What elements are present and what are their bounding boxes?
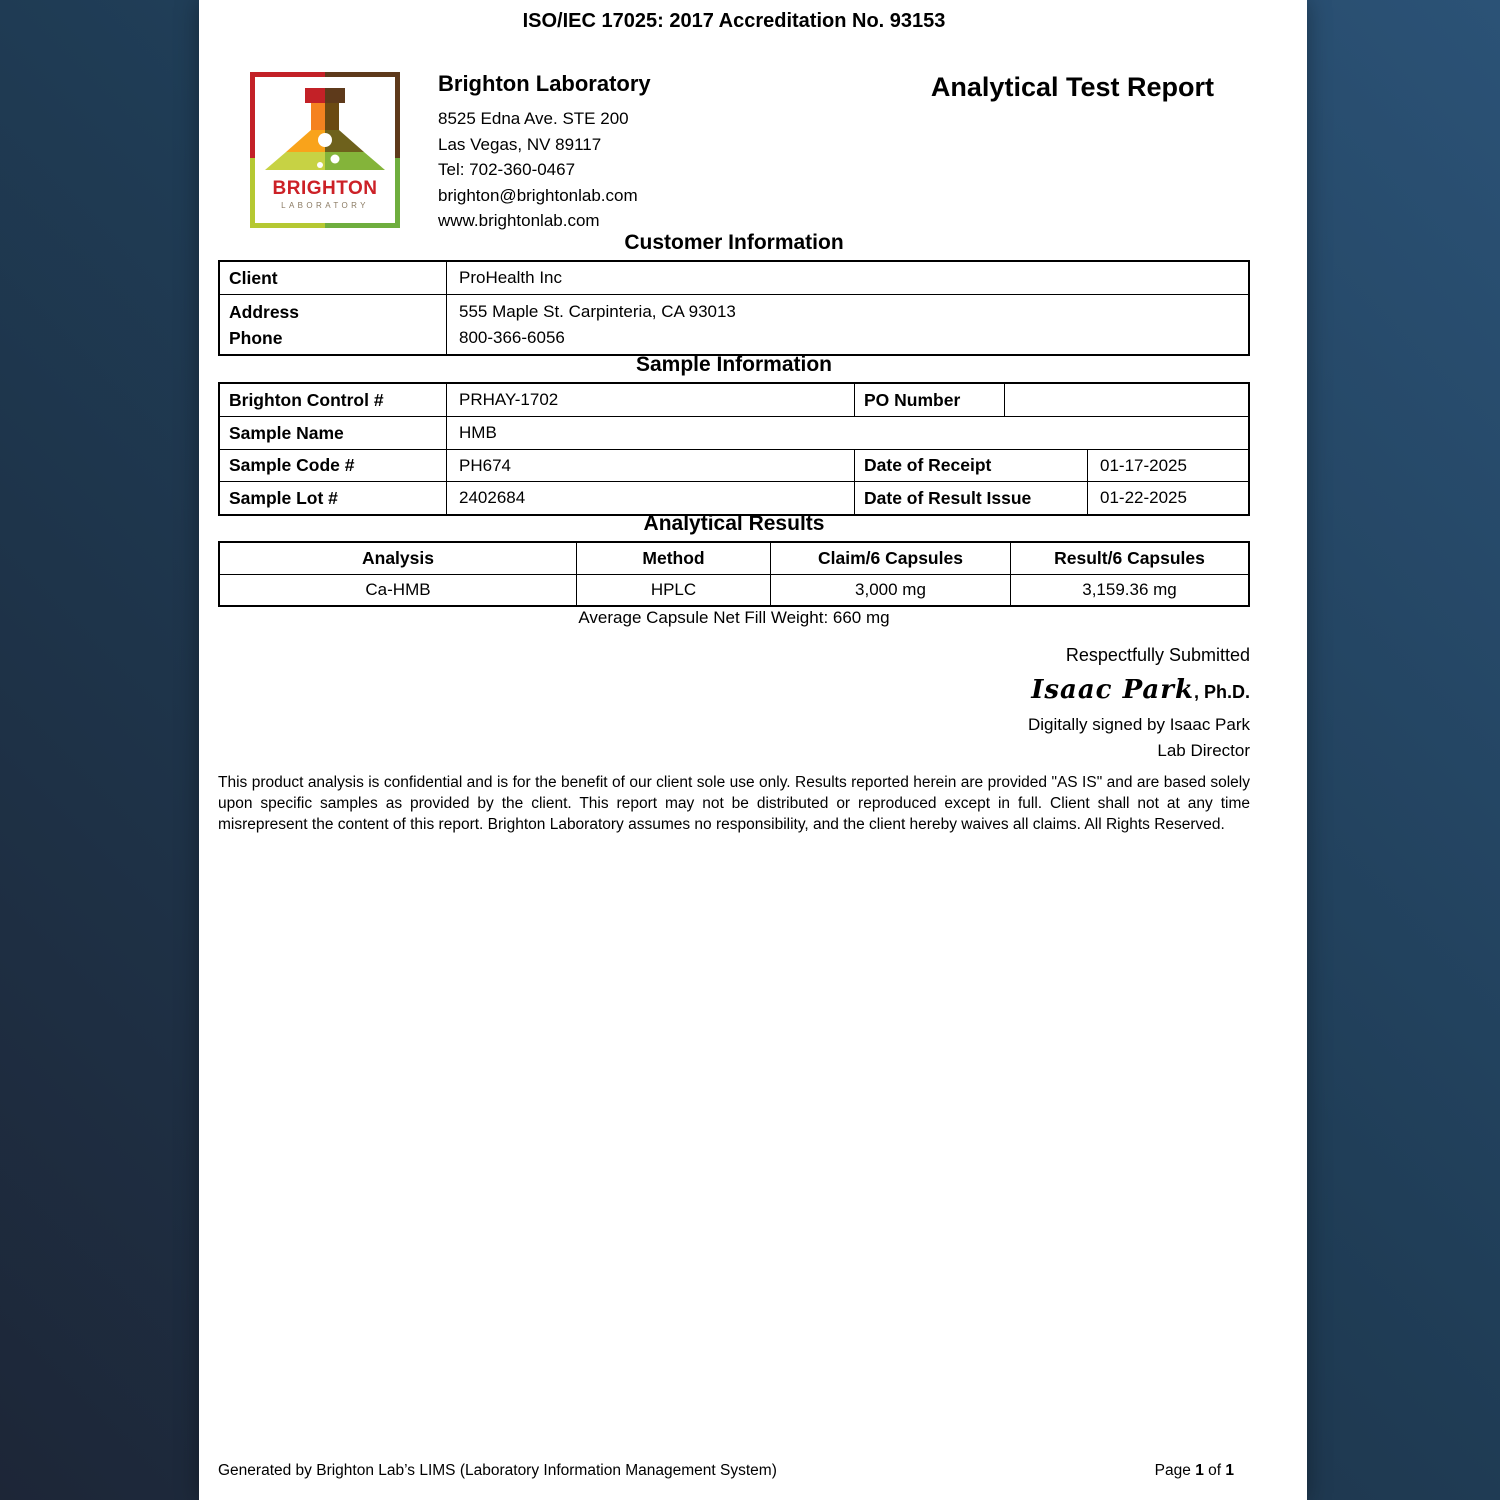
lab-address-line1: 8525 Edna Ave. STE 200 bbox=[438, 109, 629, 128]
sample-info-table bbox=[218, 382, 1250, 516]
page-footer bbox=[218, 1462, 1250, 1480]
address-phone-value-cell bbox=[446, 295, 1248, 354]
signature-block bbox=[218, 645, 1250, 761]
sample-lot-label-cell: Sample Lot # bbox=[229, 487, 338, 508]
results-header-row bbox=[220, 543, 1248, 574]
signature-name-line bbox=[218, 675, 1250, 705]
result-value-cell: 3,159.36 mg bbox=[1010, 575, 1248, 605]
sample-code-value-cell: PH674 bbox=[446, 450, 854, 481]
logo-brand-text: BRIGHTON bbox=[272, 178, 378, 199]
sample-lot-value-cell: 2402684 bbox=[446, 482, 854, 514]
table-row bbox=[220, 481, 1248, 514]
phone-value: 800-366-6056 bbox=[459, 327, 565, 347]
control-number-value-cell: PRHAY-1702 bbox=[446, 384, 854, 416]
column-header-result: Result/6 Capsules bbox=[1010, 543, 1248, 574]
po-number-label-cell: PO Number bbox=[854, 384, 1004, 416]
capsule-weight-note: Average Capsule Net Fill Weight: 660 mg bbox=[578, 608, 890, 627]
logo-border-right-lower bbox=[395, 158, 400, 228]
digitally-signed-note: Digitally signed by Isaac Park bbox=[1027, 715, 1250, 734]
column-header-claim: Claim/6 Capsules bbox=[770, 543, 1010, 574]
customer-info-table bbox=[218, 260, 1250, 356]
page-word: Page bbox=[1154, 1462, 1191, 1479]
sample-name-label-cell: Sample Name bbox=[229, 422, 344, 443]
accreditation-line: ISO/IEC 17025: 2017 Accreditation No. 93153 bbox=[522, 10, 946, 32]
sample-code-label-cell: Sample Code # bbox=[229, 455, 355, 475]
logo-border-bottom-left bbox=[250, 223, 325, 228]
analytical-results-heading: Analytical Results bbox=[643, 512, 825, 535]
generated-by-text: Generated by Brighton Lab’s LIMS (Laboratory Information Management System) bbox=[218, 1462, 777, 1479]
lab-website: www.brightonlab.com bbox=[438, 211, 600, 230]
address-label: Address bbox=[229, 301, 300, 322]
column-header-method: Method bbox=[576, 543, 770, 574]
logo-border-top-left bbox=[250, 72, 325, 77]
logo-border-top-right bbox=[325, 72, 400, 77]
page-number bbox=[1155, 1462, 1250, 1480]
client-label-cell: Client bbox=[229, 267, 278, 288]
date-issue-value-cell: 01-22-2025 bbox=[1087, 482, 1248, 514]
table-row bbox=[220, 262, 1248, 294]
analytical-results-table bbox=[218, 541, 1250, 607]
logo-sub-text: LABORATORY bbox=[281, 201, 369, 210]
logo-border-right-upper bbox=[395, 72, 400, 158]
lab-director-title: Lab Director bbox=[1157, 741, 1250, 760]
date-issue-label-cell: Date of Result Issue bbox=[854, 482, 1087, 514]
address-value: 555 Maple St. Carpinteria, CA 93013 bbox=[459, 301, 736, 321]
phone-label: Phone bbox=[229, 327, 283, 348]
control-number-label-cell: Brighton Control # bbox=[229, 389, 384, 410]
table-row bbox=[220, 416, 1248, 449]
disclaimer-text: This product analysis is confidential and is for the benefit of our client sole use only. Results reported herein are provided "AS IS" and are based solely upon specific samples as provided by the client. This report may not be distributed or reproduced except in full. Client shall not at any time misrepresent the content of this report. Brighton Laboratory assumes no responsibility, and the client hereby waives all claims. All Rights Reserved. bbox=[218, 774, 1250, 833]
analysis-value-cell: Ca-HMB bbox=[365, 580, 431, 599]
page-num: 1 bbox=[1195, 1462, 1204, 1479]
address-phone-label-cell bbox=[220, 295, 446, 354]
lab-email: brighton@brightonlab.com bbox=[438, 185, 638, 205]
po-number-value-cell bbox=[1004, 384, 1248, 416]
results-data-row bbox=[220, 574, 1248, 605]
customer-info-heading: Customer Information bbox=[624, 231, 844, 254]
lab-address-line2: Las Vegas, NV 89117 bbox=[438, 134, 602, 154]
page-total: 1 bbox=[1225, 1462, 1234, 1479]
table-row bbox=[220, 384, 1248, 416]
flask-icon bbox=[265, 88, 385, 170]
date-receipt-label-cell: Date of Receipt bbox=[854, 450, 1087, 481]
date-receipt-value-cell: 01-17-2025 bbox=[1087, 450, 1248, 481]
table-row bbox=[220, 294, 1248, 354]
column-header-analysis: Analysis bbox=[362, 548, 434, 568]
of-word: of bbox=[1208, 1462, 1222, 1479]
respectfully-submitted: Respectfully Submitted bbox=[1065, 645, 1250, 665]
report-page bbox=[199, 0, 1307, 1500]
lab-name: Brighton Laboratory bbox=[438, 71, 651, 96]
signature-suffix: , Ph.D. bbox=[1193, 682, 1250, 702]
brighton-lab-logo bbox=[250, 72, 400, 228]
client-value-cell: ProHealth Inc bbox=[446, 262, 1248, 294]
lab-phone: Tel: 702-360-0467 bbox=[438, 160, 576, 179]
logo-border-left-lower bbox=[250, 158, 255, 228]
claim-value-cell: 3,000 mg bbox=[770, 575, 1010, 605]
lab-contact-block bbox=[438, 71, 651, 234]
sample-info-heading: Sample Information bbox=[635, 353, 833, 376]
sample-name-value-cell: HMB bbox=[446, 417, 1248, 449]
report-title: Analytical Test Report bbox=[930, 72, 1214, 102]
table-row bbox=[220, 449, 1248, 481]
logo-border-bottom-right bbox=[325, 223, 400, 228]
method-value-cell: HPLC bbox=[576, 575, 770, 605]
signature-script: Isaac Park bbox=[1031, 675, 1194, 705]
logo-border-left-upper bbox=[250, 72, 255, 158]
